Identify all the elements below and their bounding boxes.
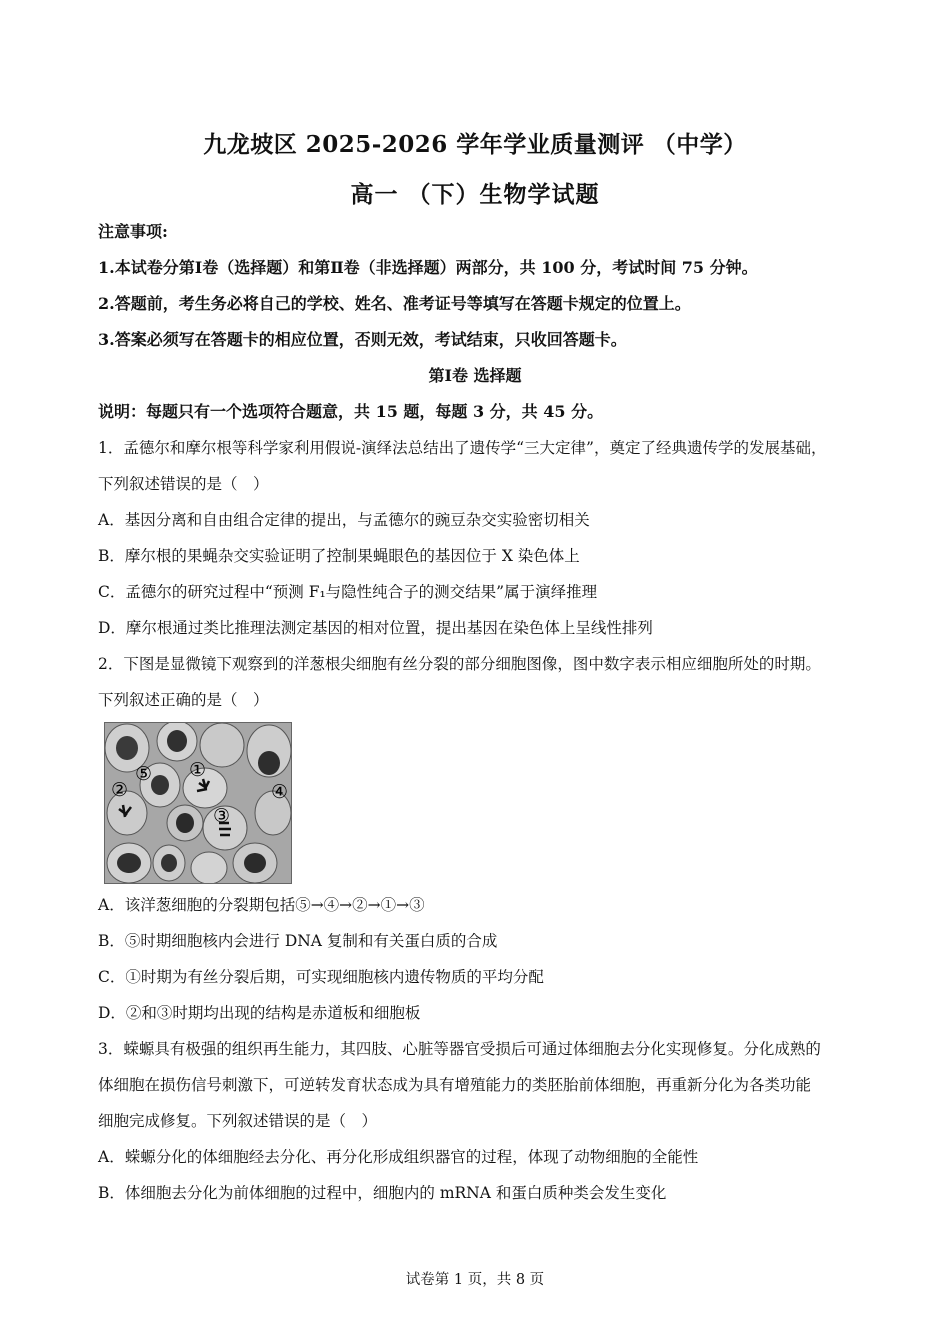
question-2-option-b: B．⑤时期细胞核内会进行 DNA 复制和有关蛋白质的合成 bbox=[98, 932, 498, 950]
question-3-option-a: A．蝾螈分化的体细胞经去分化、再分化形成组织器官的过程，体现了动物细胞的全能性 bbox=[98, 1148, 699, 1166]
page-footer: 试卷第 1 页，共 8 页 bbox=[405, 1272, 545, 1288]
question-2-option-d: D．②和③时期均出现的结构是赤道板和细胞板 bbox=[98, 1004, 421, 1022]
figure-label-2: ② bbox=[111, 779, 129, 801]
notice-item: 3.答案必须写在答题卡的相应位置，否则无效，考试结束，只收回答题卡。 bbox=[98, 330, 627, 349]
exam-title: 九龙坡区 2025-2026 学年学业质量测评 （中学） bbox=[203, 131, 747, 158]
section-instruction: 说明：每题只有一个选项符合题意，共 15 题，每题 3 分，共 45 分。 bbox=[98, 402, 604, 421]
question-2-option-a: A．该洋葱细胞的分裂期包括⑤→④→②→①→③ bbox=[98, 896, 425, 914]
figure-label-4: ④ bbox=[271, 781, 289, 803]
question-3-stem: 细胞完成修复。下列叙述错误的是（ ） bbox=[98, 1112, 378, 1130]
notice-item: 2.答题前，考生务必将自己的学校、姓名、准考证号等填写在答题卡规定的位置上。 bbox=[98, 294, 691, 313]
figure-label-3: ③ bbox=[213, 805, 231, 827]
question-2-option-c: C．①时期为有丝分裂后期，可实现细胞核内遗传物质的平均分配 bbox=[98, 968, 544, 986]
figure-label-5: ⑤ bbox=[135, 763, 153, 785]
question-3-stem: 3．蝾螈具有极强的组织再生能力，其四肢、心脏等器官受损后可通过体细胞去分化实现修复。分化成熟的 bbox=[98, 1040, 821, 1058]
notice-item: 1.本试卷分第Ⅰ卷（选择题）和第Ⅱ卷（非选择题）两部分，共 100 分，考试时间 75 分钟。 bbox=[98, 258, 758, 277]
question-2-stem: 2．下图是显微镜下观察到的洋葱根尖细胞有丝分裂的部分细胞图像，图中数字表示相应细胞所处的时期。 bbox=[98, 655, 821, 673]
notice-heading: 注意事项: bbox=[98, 222, 168, 241]
question-1-stem: 下列叙述错误的是（ ） bbox=[98, 475, 269, 493]
exam-subtitle: 高一 （下）生物学试题 bbox=[350, 181, 600, 208]
question-1-stem: 1．孟德尔和摩尔根等科学家利用假说-演绎法总结出了遗传学“三大定律”，奠定了经典遗传学的发展基础， bbox=[98, 439, 827, 457]
question-1-option-a: A．基因分离和自由组合定律的提出，与孟德尔的豌豆杂交实验密切相关 bbox=[98, 511, 590, 529]
question-1-option-b: B．摩尔根的果蝇杂交实验证明了控制果蝇眼色的基因位于 X 染色体上 bbox=[98, 547, 580, 565]
micrograph-image bbox=[104, 722, 292, 884]
question-1-option-c: C．孟德尔的研究过程中“预测 F₁与隐性纯合子的测交结果”属于演绎推理 bbox=[98, 583, 598, 601]
section-title: 第Ⅰ卷 选择题 bbox=[428, 366, 522, 385]
question-1-option-d: D．摩尔根通过类比推理法测定基因的相对位置，提出基因在染色体上呈线性排列 bbox=[98, 619, 653, 637]
question-3-stem: 体细胞在损伤信号刺激下，可逆转发育状态成为具有增殖能力的类胚胎前体细胞，再重新分化为各类功能 bbox=[98, 1076, 812, 1094]
question-2-stem: 下列叙述正确的是（ ） bbox=[98, 691, 269, 709]
question-3-option-b: B．体细胞去分化为前体细胞的过程中，细胞内的 mRNA 和蛋白质种类会发生变化 bbox=[98, 1184, 667, 1202]
figure-label-1: ① bbox=[189, 759, 207, 781]
